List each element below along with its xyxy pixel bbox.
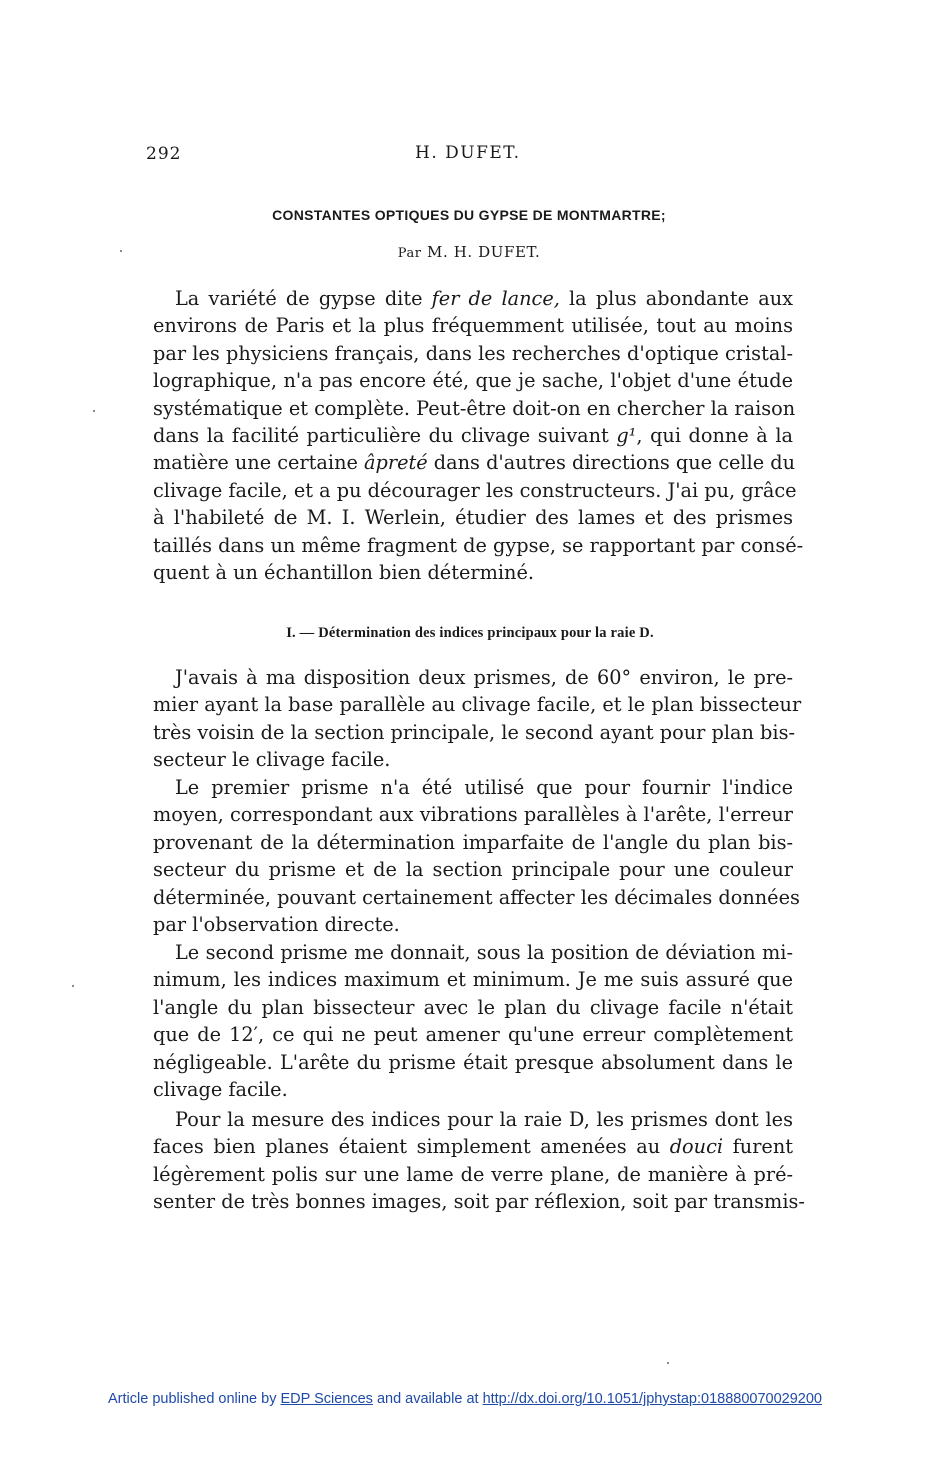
text-line bbox=[153, 395, 796, 422]
line-text: dans d'autres directions que celle du bbox=[427, 451, 796, 475]
line-text: furent bbox=[723, 1135, 793, 1159]
italic-term: âpreté bbox=[364, 451, 428, 475]
text-line bbox=[153, 884, 800, 911]
text-line bbox=[153, 719, 793, 746]
text-line bbox=[153, 1076, 793, 1103]
text-line bbox=[153, 504, 793, 531]
line-text: la plus abondante aux bbox=[559, 287, 793, 310]
line-text: légèrement polis sur une lame de verre plane, de manière à pré- bbox=[153, 1162, 793, 1186]
text-line bbox=[153, 1021, 793, 1048]
line-text: secteur le clivage facile. bbox=[153, 748, 391, 772]
line-text: systématique et complète. Peut-être doit-on en chercher la raison bbox=[153, 396, 796, 420]
footer-prefix: Article published online by bbox=[108, 1391, 277, 1407]
line-text: à l'habileté de M. I. Werlein, étudier des lames et des prismes bbox=[153, 506, 793, 530]
body-paragraph-1 bbox=[153, 664, 802, 774]
text-line bbox=[153, 1161, 793, 1188]
text-line bbox=[153, 449, 796, 476]
line-text: que de 12′, ce qui ne peut amener qu'une erreur complètement bbox=[153, 1023, 793, 1047]
line-text: La variété de gypse dite bbox=[175, 287, 432, 310]
line-text: provenant de la détermination imparfaite de l'angle du plan bis- bbox=[153, 830, 793, 854]
text-line bbox=[153, 829, 793, 856]
italic-term: douci bbox=[669, 1135, 724, 1159]
line-text: lographique, n'a pas encore été, que je sache, l'objet d'une étude bbox=[153, 369, 793, 393]
line-text: Le second prisme me donnait, sous la position de déviation mi- bbox=[175, 941, 793, 964]
italic-term: fer de lance, bbox=[431, 287, 560, 310]
text-line bbox=[153, 664, 793, 691]
line-text: négligeable. L'arête du prisme était presque absolument dans le bbox=[153, 1050, 793, 1074]
text-line bbox=[153, 1188, 805, 1215]
line-text: matière une certaine bbox=[153, 451, 365, 475]
scan-speck bbox=[667, 1362, 669, 1364]
line-text: par l'observation directe. bbox=[153, 912, 400, 936]
section-heading: I. — Détermination des indices principaux pour la raie D. bbox=[286, 625, 654, 641]
text-line bbox=[153, 532, 804, 559]
line-text: nimum, les indices maximum et minimum. Je me suis assuré que bbox=[153, 968, 793, 992]
line-text: très voisin de la section principale, le second ayant pour plan bis- bbox=[153, 720, 795, 744]
body-paragraph-2 bbox=[153, 774, 800, 938]
line-text: dans la facilité particulière du clivage suivant bbox=[153, 423, 617, 447]
line-text: par les physiciens français, dans les recherches d'optique cristal- bbox=[153, 341, 793, 365]
line-text: secteur du prisme et de la section principale pour une couleur bbox=[153, 858, 793, 882]
line-text: clivage facile, et a pu décourager les constructeurs. J'ai pu, grâce bbox=[153, 478, 797, 502]
article-title: CONSTANTES OPTIQUES DU GYPSE DE MONTMARTRE; bbox=[272, 207, 666, 223]
line-text: clivage facile. bbox=[153, 1077, 288, 1101]
text-line bbox=[153, 966, 793, 993]
scan-speck bbox=[120, 250, 122, 252]
line-text: , qui donne à la bbox=[636, 423, 793, 447]
text-line bbox=[153, 477, 797, 504]
line-text: faces bien planes étaient simplement amenées au bbox=[153, 1135, 670, 1159]
intro-paragraph bbox=[153, 285, 804, 586]
text-line bbox=[153, 559, 793, 586]
italic-term: g¹ bbox=[616, 423, 637, 447]
author-name: M. H. DUFET. bbox=[427, 243, 541, 261]
text-line bbox=[153, 312, 793, 339]
doi-link[interactable]: http://dx.doi.org/10.1051/jphystap:018880070029200 bbox=[482, 1391, 822, 1407]
line-text: senter de très bonnes images, soit par réflexion, soit par transmis- bbox=[153, 1190, 805, 1214]
footer-credit bbox=[0, 1391, 930, 1407]
running-head: H. DUFET. bbox=[415, 143, 521, 163]
article-author bbox=[0, 243, 930, 261]
text-line bbox=[153, 285, 793, 312]
line-text: Le premier prisme n'a été utilisé que pour fournir l'indice bbox=[175, 776, 793, 799]
text-line bbox=[153, 939, 793, 966]
line-text: J'avais à ma disposition deux prismes, de 60° environ, le pre- bbox=[175, 666, 793, 689]
author-prefix: Par bbox=[397, 246, 422, 261]
line-text: taillés dans un même fragment de gypse, se rapportant par consé- bbox=[153, 533, 804, 557]
text-line bbox=[153, 801, 793, 828]
text-line bbox=[153, 994, 793, 1021]
text-line bbox=[153, 746, 793, 773]
line-text: moyen, correspondant aux vibrations parallèles à l'arête, l'erreur bbox=[153, 803, 793, 827]
scan-speck bbox=[72, 985, 74, 987]
body-paragraph-3 bbox=[153, 939, 793, 1103]
line-text: l'angle du plan bissecteur avec le plan du clivage facile n'était bbox=[153, 995, 793, 1019]
text-line bbox=[153, 367, 793, 394]
text-line bbox=[153, 1106, 793, 1133]
text-line bbox=[153, 911, 793, 938]
text-line bbox=[153, 691, 802, 718]
text-line bbox=[153, 340, 793, 367]
body-paragraph-4 bbox=[153, 1106, 805, 1216]
line-text: environs de Paris et la plus fréquemment utilisée, tout au moins bbox=[153, 314, 793, 338]
text-line bbox=[153, 856, 793, 883]
page-number: 292 bbox=[146, 144, 182, 164]
line-text: Pour la mesure des indices pour la raie D, les prismes dont les bbox=[175, 1108, 793, 1131]
line-text: quent à un échantillon bien déterminé. bbox=[153, 560, 535, 584]
publisher-link[interactable]: EDP Sciences bbox=[280, 1391, 373, 1407]
line-text: déterminée, pouvant certainement affecter les décimales données bbox=[153, 885, 800, 909]
text-line bbox=[153, 774, 793, 801]
line-text: mier ayant la base parallèle au clivage facile, et le plan bissecteur bbox=[153, 693, 802, 717]
text-line bbox=[153, 1049, 793, 1076]
scan-speck bbox=[93, 410, 95, 412]
text-line bbox=[153, 1133, 793, 1160]
text-line bbox=[153, 422, 793, 449]
footer-middle: and available at bbox=[376, 1391, 479, 1407]
